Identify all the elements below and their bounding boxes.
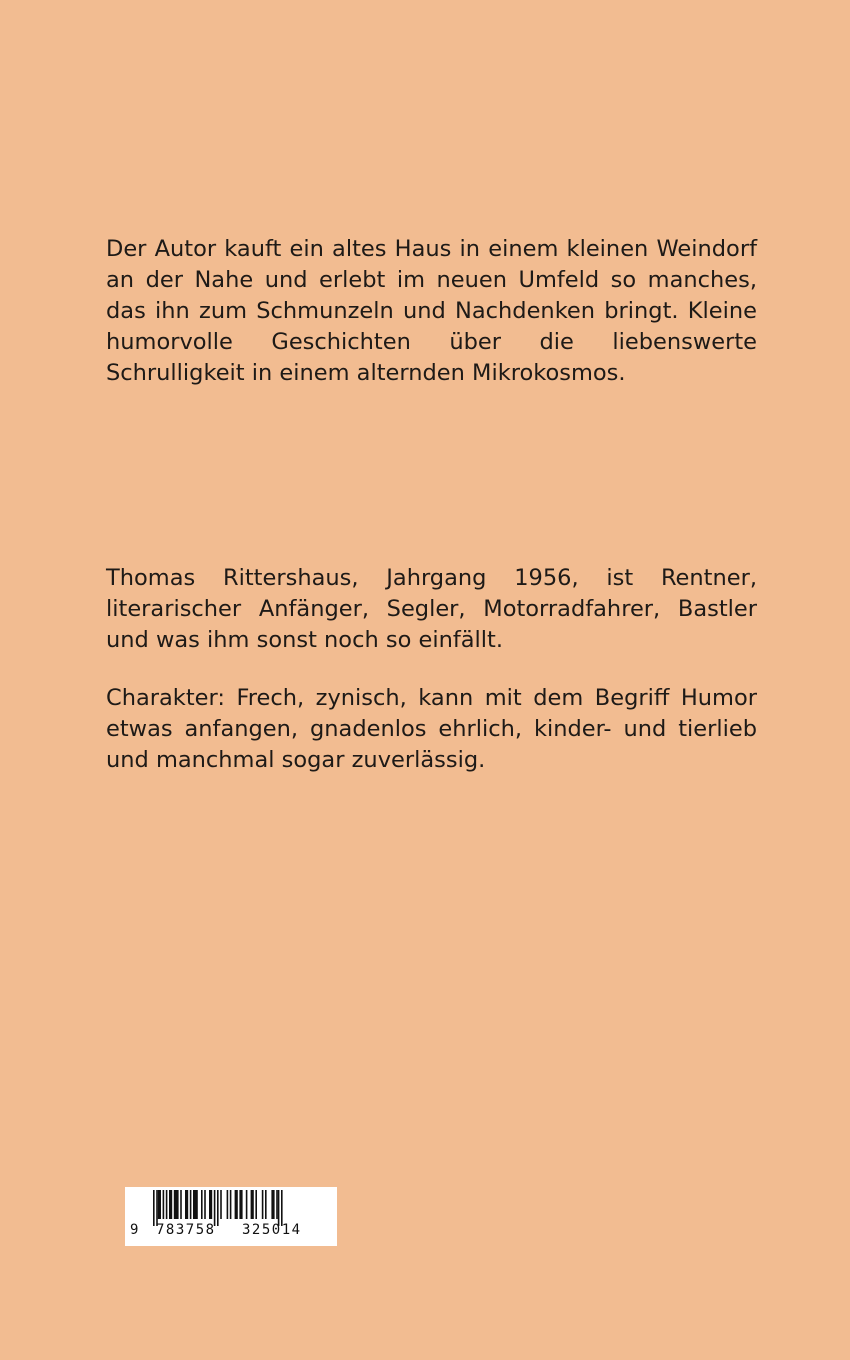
barcode-bar bbox=[204, 1190, 206, 1219]
barcode-guard-bar bbox=[214, 1190, 216, 1226]
barcode-bar bbox=[185, 1190, 188, 1219]
barcode-bar bbox=[239, 1190, 242, 1219]
barcode-bar bbox=[190, 1190, 192, 1219]
barcode-bar bbox=[201, 1190, 203, 1219]
isbn-barcode bbox=[125, 1187, 337, 1246]
barcode-guard-bar bbox=[153, 1190, 155, 1226]
barcode-bar bbox=[255, 1190, 257, 1219]
barcode-bar bbox=[246, 1190, 248, 1219]
barcode-bar bbox=[227, 1190, 229, 1219]
barcode-guard-bar bbox=[217, 1190, 219, 1226]
author-bio: Thomas Rittershaus, Jahrgang 1956, ist Rentner, literarischer Anfänger, Segler, Motorradfahrer, Bastler und was ihm sonst noch so einfällt. bbox=[106, 565, 757, 653]
barcode-bar bbox=[276, 1190, 278, 1219]
isbn-right-group: 325014 bbox=[242, 1222, 302, 1238]
barcode-guard-bar bbox=[278, 1190, 280, 1226]
barcode-bar bbox=[271, 1190, 274, 1219]
barcode-guard-bar bbox=[281, 1190, 283, 1226]
barcode-bar bbox=[220, 1190, 222, 1219]
barcode-bar bbox=[158, 1190, 161, 1219]
barcode-bar bbox=[180, 1190, 182, 1219]
barcode-guard-bar bbox=[156, 1190, 158, 1226]
barcode-bar bbox=[235, 1190, 238, 1219]
barcode-bar bbox=[166, 1190, 168, 1219]
barcode-bar bbox=[163, 1190, 165, 1219]
barcode-bar bbox=[265, 1190, 267, 1219]
barcode-bar bbox=[262, 1190, 264, 1219]
author-character: Charakter: Frech, zynisch, kann mit dem Begriff Humor etwas anfangen, gnadenlos ehrlich, kinder- und tierlieb und manchmal sogar zuverlässig. bbox=[106, 685, 757, 773]
isbn-first-digit: 9 bbox=[130, 1222, 140, 1238]
barcode-bar bbox=[193, 1190, 198, 1219]
barcode-bar bbox=[169, 1190, 172, 1219]
isbn-left-group: 783758 bbox=[156, 1222, 216, 1238]
barcode-bar bbox=[230, 1190, 232, 1219]
barcode-bar bbox=[209, 1190, 212, 1219]
book-blurb: Der Autor kauft ein altes Haus in einem kleinen Weindorf an der Nahe und erlebt im neuen Umfeld so manches, das ihn zum Schmunzeln und Nachdenken bringt. Kleine humorvolle Geschichten über die liebenswerte Schrulligkeit in einem alternden Mikrokosmos. bbox=[106, 236, 757, 386]
barcode-bar bbox=[174, 1190, 179, 1219]
barcode-bar bbox=[251, 1190, 254, 1219]
